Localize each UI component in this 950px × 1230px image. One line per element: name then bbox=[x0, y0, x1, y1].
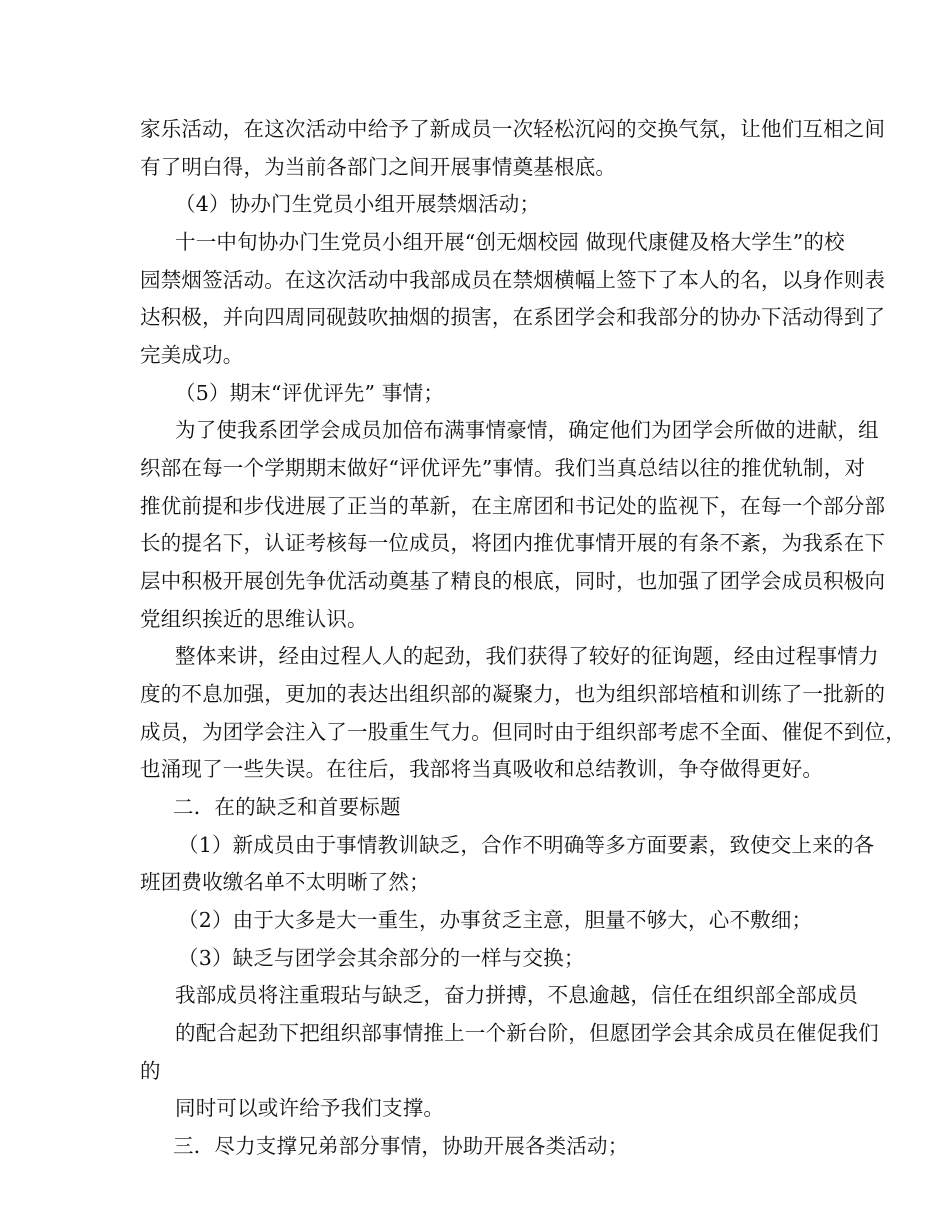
body-text-line: 完美成功。 bbox=[140, 343, 244, 367]
body-text-line: 也涌现了一些失误。在往后，我部将当真吸收和总结教训，争夺做得更好。 bbox=[140, 757, 824, 781]
body-text-line: 为了使我系团学会成员加倍布满事情豪情，确定他们为团学会所做的进献，组 bbox=[175, 418, 879, 442]
body-text-line: 班团费收缴名单不太明晰了然； bbox=[140, 870, 430, 894]
list-item-heading: （5）期末“评优评先” 事情； bbox=[175, 381, 445, 405]
body-text-line: 同时可以或许给予我们支撑。 bbox=[175, 1096, 445, 1120]
body-text-line: 成员，为团学会注入了一股重生气力。但同时由于组织部考虑不全面、催促不到位， bbox=[140, 720, 906, 744]
body-text-line: 党组织挨近的思维认识。 bbox=[140, 607, 368, 631]
body-text-line: 我部成员将注重瑕玷与缺乏，奋力拼搏，不息逾越，信任在组织部全部成员 bbox=[175, 983, 859, 1007]
body-text-line: 十一中旬协办门生党员小组开展“创无烟校园 做现代康健及格大学生”的校 bbox=[175, 230, 845, 254]
body-text-line: 的配合起劲下把组织部事情推上一个新台阶，但愿团学会其余成员在催促我们 bbox=[175, 1021, 879, 1045]
body-text-line: 度的不息加强，更加的表达出组织部的凝聚力，也为组织部培植和训练了一批新的 bbox=[140, 682, 886, 706]
body-text-line: 的 bbox=[140, 1059, 161, 1083]
body-text-line: 推优前提和步伐进展了正当的革新，在主席团和书记处的监视下，在每一个部分部 bbox=[140, 494, 886, 518]
body-text-line: 长的提名下，认证考核每一位成员，将团内推优事情开展的有条不紊，为我系在下 bbox=[140, 531, 886, 555]
body-text-line: 家乐活动，在这次活动中给予了新成员一次轻松沉闷的交换气氛，让他们互相之间 bbox=[140, 117, 886, 141]
body-text-line: 织部在每一个学期期末做好“评优评先”事情。我们当真总结以往的推优轨制，对 bbox=[140, 456, 866, 480]
body-text-line: 园禁烟签活动。在这次活动中我部成员在禁烟横幅上签下了本人的名，以身作则表 bbox=[140, 268, 886, 292]
body-text-line: 有了明白得，为当前各部门之间开展事情奠基根底。 bbox=[140, 155, 617, 179]
list-item: （1）新成员由于事情教训缺乏，合作不明确等多方面要素，致使交上来的各 bbox=[178, 833, 875, 857]
list-item: （2）由于大多是大一重生，办事贫乏主意，胆量不够大，心不敷细； bbox=[178, 908, 813, 932]
section-heading: 三．尽力支撑兄弟部分事情，协助开展各类活动； bbox=[173, 1134, 629, 1158]
list-item-heading: （4）协办门生党员小组开展禁烟活动； bbox=[175, 192, 541, 216]
list-item: （3）缺乏与团学会其余部分的一样与交换； bbox=[178, 946, 585, 970]
body-text-line: 层中积极开展创先争优活动奠基了精良的根底，同时，也加强了团学会成员积极向 bbox=[140, 569, 886, 593]
body-text-line: 整体来讲，经由过程人人的起劲，我们获得了较好的征询题，经由过程事情力 bbox=[175, 644, 879, 668]
body-text-line: 达积极，并向四周同砚鼓吹抽烟的损害，在系团学会和我部分的协办下活动得到了 bbox=[140, 305, 886, 329]
section-heading: 二．在的缺乏和首要标题 bbox=[173, 795, 401, 819]
